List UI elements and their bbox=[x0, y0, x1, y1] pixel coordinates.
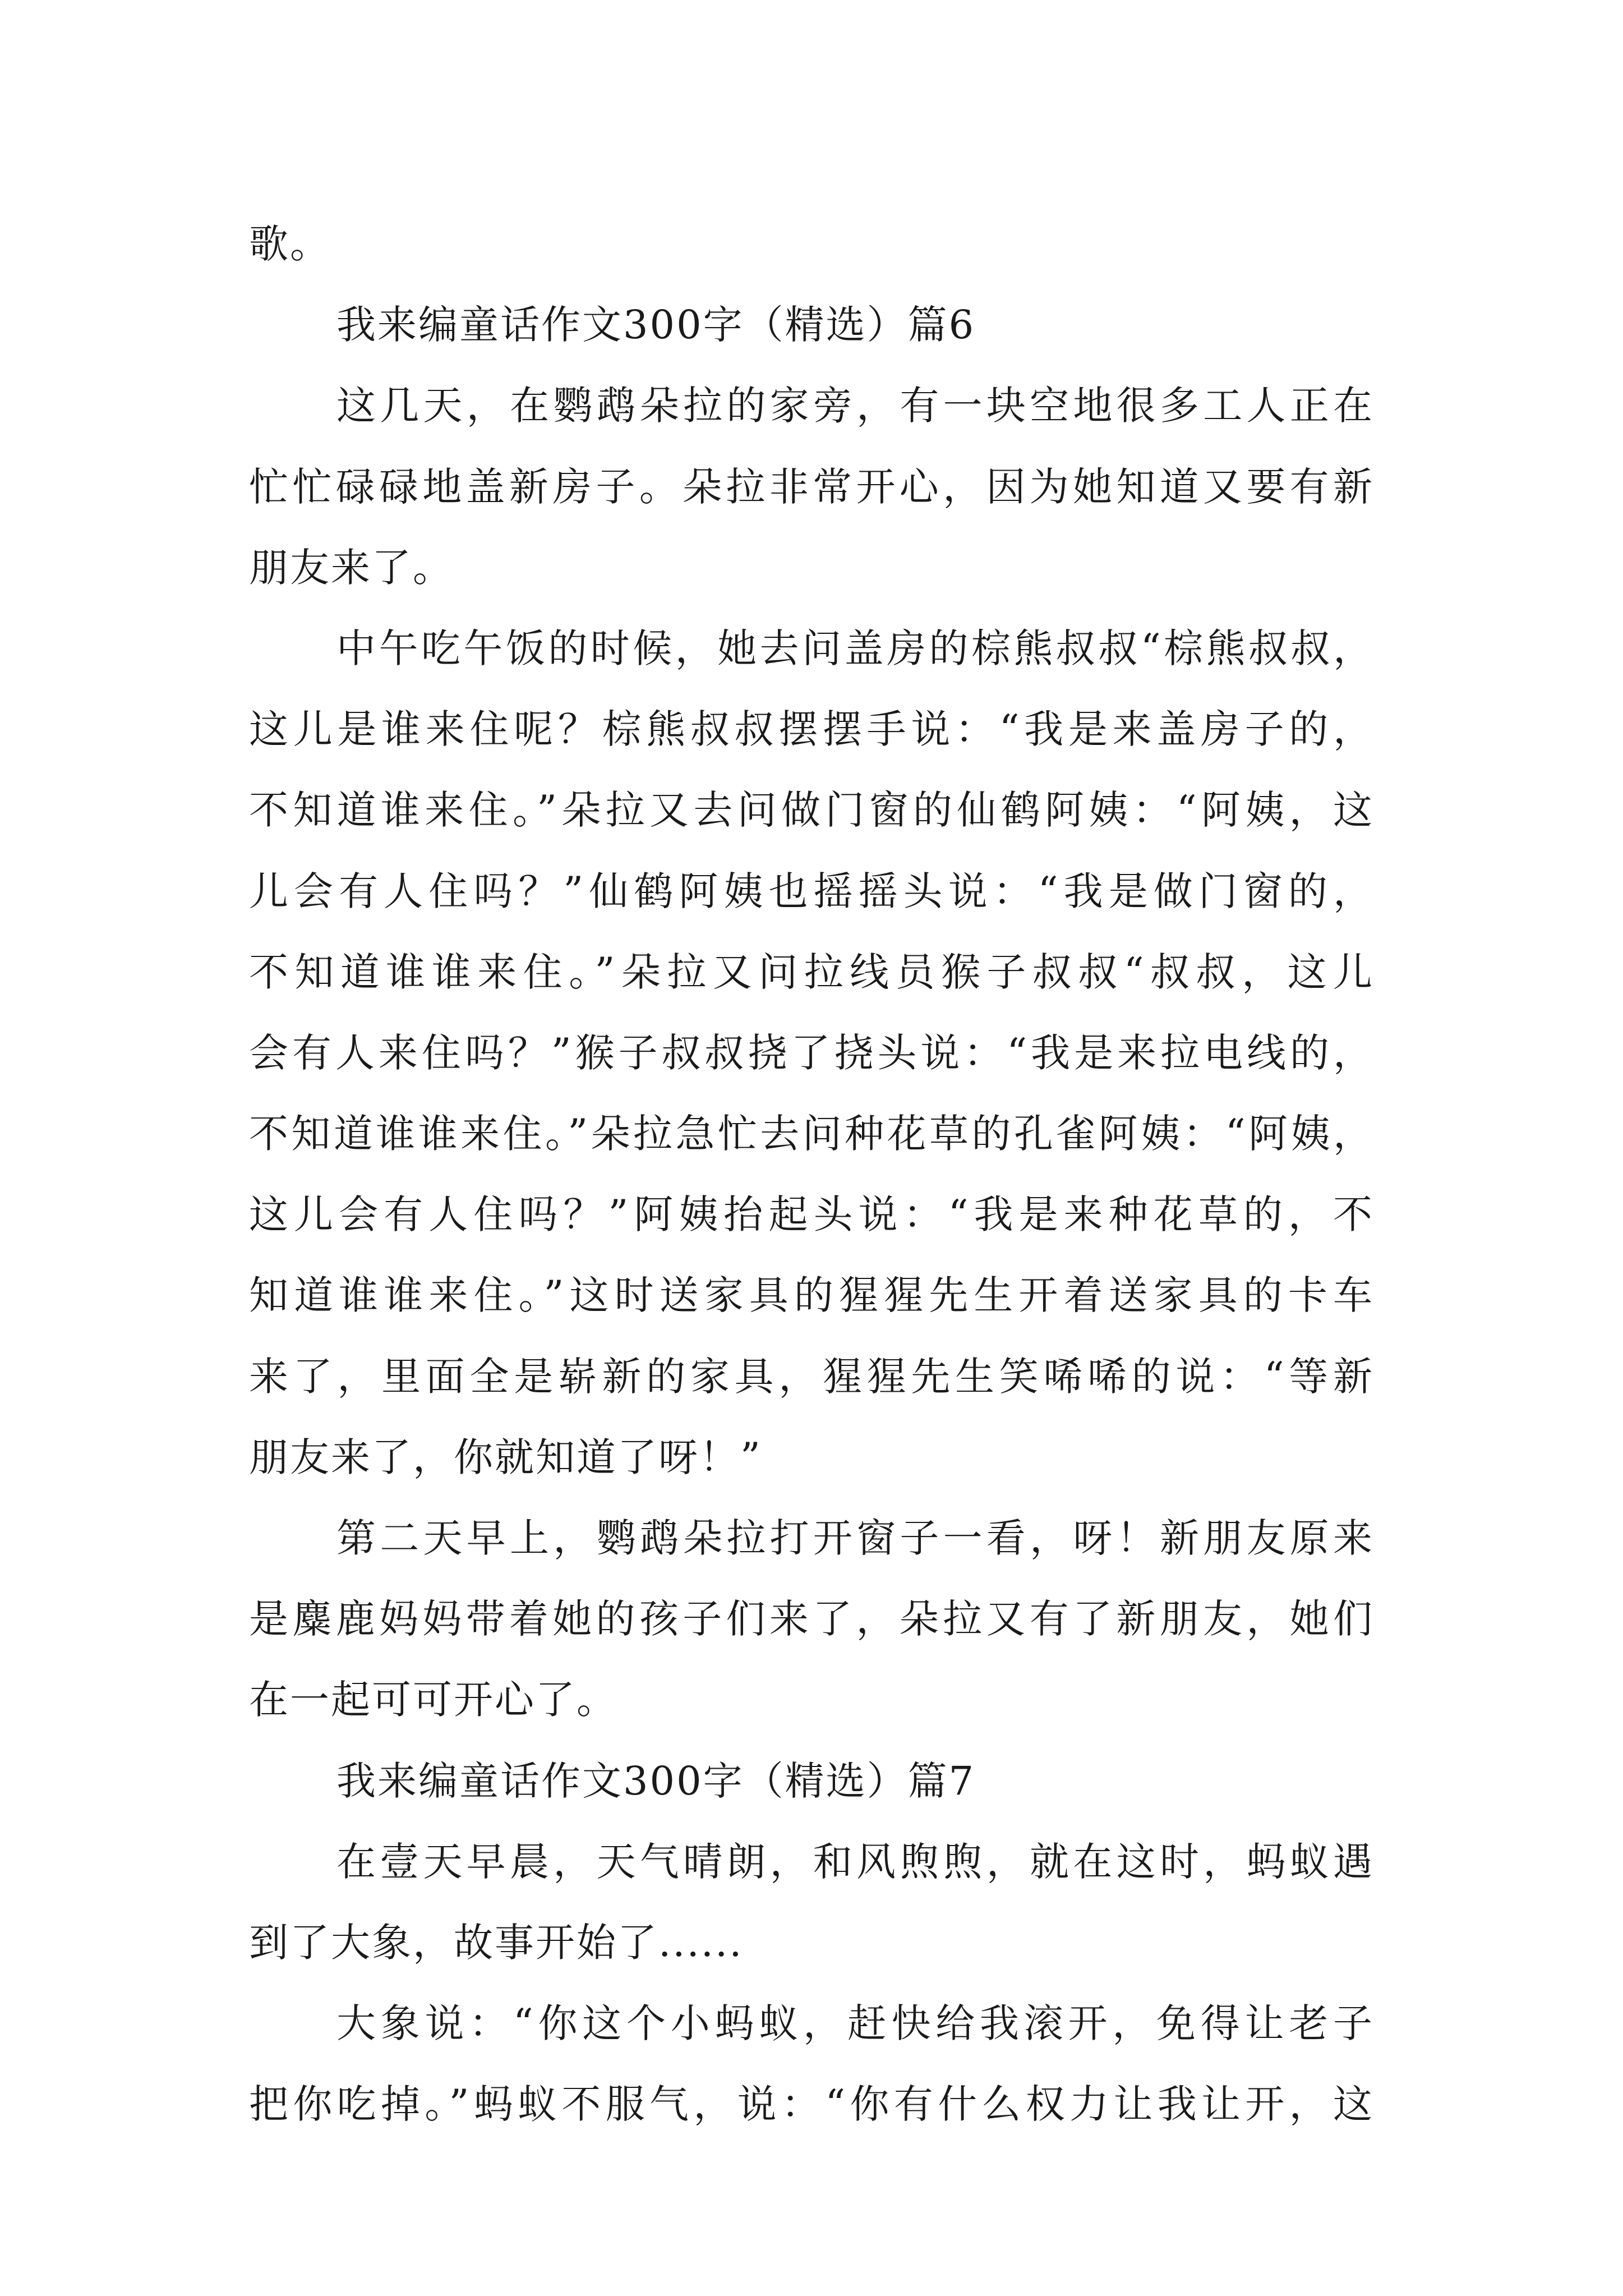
text-line: 这儿会有人住吗？”阿姨抬起头说：“我是来种花草的，不 bbox=[249, 1191, 1374, 1238]
text-line: 来了，里面全是崭新的家具，猩猩先生笑唏唏的说：“等新 bbox=[249, 1353, 1374, 1400]
text-line: 朋友来了。 bbox=[249, 544, 454, 591]
text-line: 第二天早上，鹦鹉朵拉打开窗子一看，呀！新朋友原来 bbox=[336, 1515, 1374, 1561]
text-line: 歌。 bbox=[249, 221, 331, 267]
text-line: 是麋鹿妈妈带着她的孩子们来了，朵拉又有了新朋友，她们 bbox=[249, 1596, 1374, 1642]
text-line: 我来编童话作文300字（精选）篇7 bbox=[336, 1757, 976, 1804]
text-line: 把你吃掉。”蚂蚁不服气，说：“你有什么权力让我让开，这 bbox=[249, 2081, 1374, 2128]
text-line: 不知道谁谁来住。”朵拉急忙去问种花草的孔雀阿姨：“阿姨， bbox=[249, 1111, 1374, 1157]
text-line: 不知道谁谁来住。”朵拉又问拉线员猴子叔叔“叔叔，这儿 bbox=[249, 949, 1374, 995]
text-line: 这儿是谁来住呢？棕熊叔叔摆摆手说：“我是来盖房子的， bbox=[249, 706, 1374, 753]
text-line: 忙忙碌碌地盖新房子。朵拉非常开心，因为她知道又要有新 bbox=[249, 463, 1374, 510]
text-line: 在一起可可开心了。 bbox=[249, 1677, 617, 1723]
text-line: 到了大象，故事开始了...... bbox=[249, 1919, 744, 1966]
text-line: 不知道谁来住。”朵拉又去问做门窗的仙鹤阿姨：“阿姨，这 bbox=[249, 787, 1374, 834]
text-line: 这几天，在鹦鹉朵拉的家旁，有一块空地很多工人正在 bbox=[336, 383, 1374, 429]
text-line: 会有人来住吗？”猴子叔叔挠了挠头说：“我是来拉电线的， bbox=[249, 1029, 1374, 1076]
document-body bbox=[249, 204, 1374, 2145]
text-line: 我来编童话作文300字（精选）篇6 bbox=[336, 302, 976, 348]
text-line: 儿会有人住吗？”仙鹤阿姨也摇摇头说：“我是做门窗的， bbox=[249, 868, 1374, 914]
text-line: 中午吃午饭的时候，她去问盖房的棕熊叔叔“棕熊叔叔， bbox=[336, 625, 1374, 671]
text-line: 朋友来了，你就知道了呀！” bbox=[249, 1434, 762, 1480]
text-line: 知道谁谁来住。”这时送家具的猩猩先生开着送家具的卡车 bbox=[249, 1272, 1374, 1319]
text-line: 大象说：“你这个小蚂蚁，赶快给我滚开，免得让老子 bbox=[336, 2000, 1374, 2047]
text-line: 在壹天早晨，天气晴朗，和风煦煦，就在这时，蚂蚁遇 bbox=[336, 1838, 1374, 1885]
